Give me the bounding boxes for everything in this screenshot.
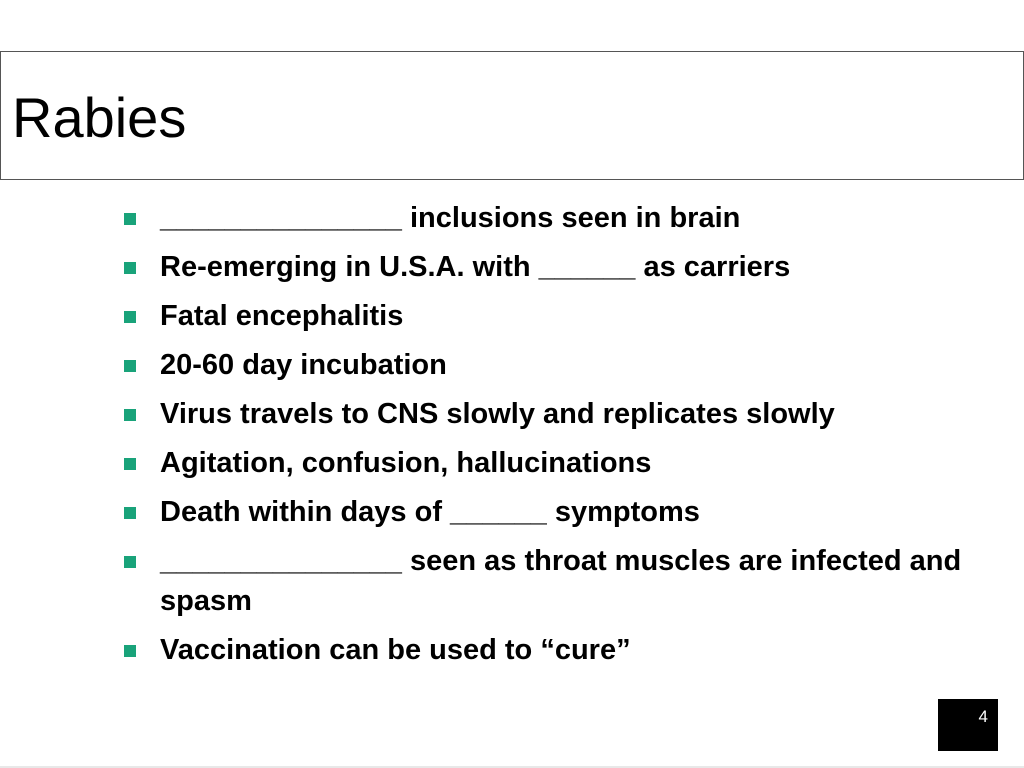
square-bullet-icon — [124, 360, 136, 372]
bullet-text: Death within days of ______ symptoms — [160, 496, 700, 528]
slide-title: Rabies — [12, 86, 187, 149]
bullet-item — [122, 296, 982, 336]
bullet-item — [122, 394, 982, 434]
bullet-text: Agitation, confusion, hallucinations — [160, 447, 652, 479]
bullet-item — [122, 443, 982, 483]
bullet-item — [122, 630, 982, 670]
bullet-text: _______________ inclusions seen in brain — [160, 202, 741, 234]
bullet-text: 20-60 day incubation — [160, 349, 447, 381]
square-bullet-icon — [124, 645, 136, 657]
bullet-item — [122, 541, 982, 621]
bullet-item — [122, 492, 982, 532]
bullet-text: Virus travels to CNS slowly and replicates slowly — [160, 398, 835, 430]
square-bullet-icon — [124, 507, 136, 519]
square-bullet-icon — [124, 262, 136, 274]
bullet-item — [122, 198, 982, 238]
bullet-list — [122, 198, 982, 679]
square-bullet-icon — [124, 458, 136, 470]
square-bullet-icon — [124, 213, 136, 225]
square-bullet-icon — [124, 311, 136, 323]
bullet-text: Re-emerging in U.S.A. with ______ as carriers — [160, 251, 791, 283]
bullet-text: Vaccination can be used to “cure” — [160, 634, 631, 666]
page-number-box — [938, 699, 998, 751]
bullet-text: Fatal encephalitis — [160, 300, 404, 332]
bullet-item — [122, 247, 982, 287]
bullet-text: _______________ seen as throat muscles are infected and spasm — [160, 545, 962, 617]
bullet-item — [122, 345, 982, 385]
page-number: 4 — [978, 707, 988, 726]
square-bullet-icon — [124, 409, 136, 421]
square-bullet-icon — [124, 556, 136, 568]
